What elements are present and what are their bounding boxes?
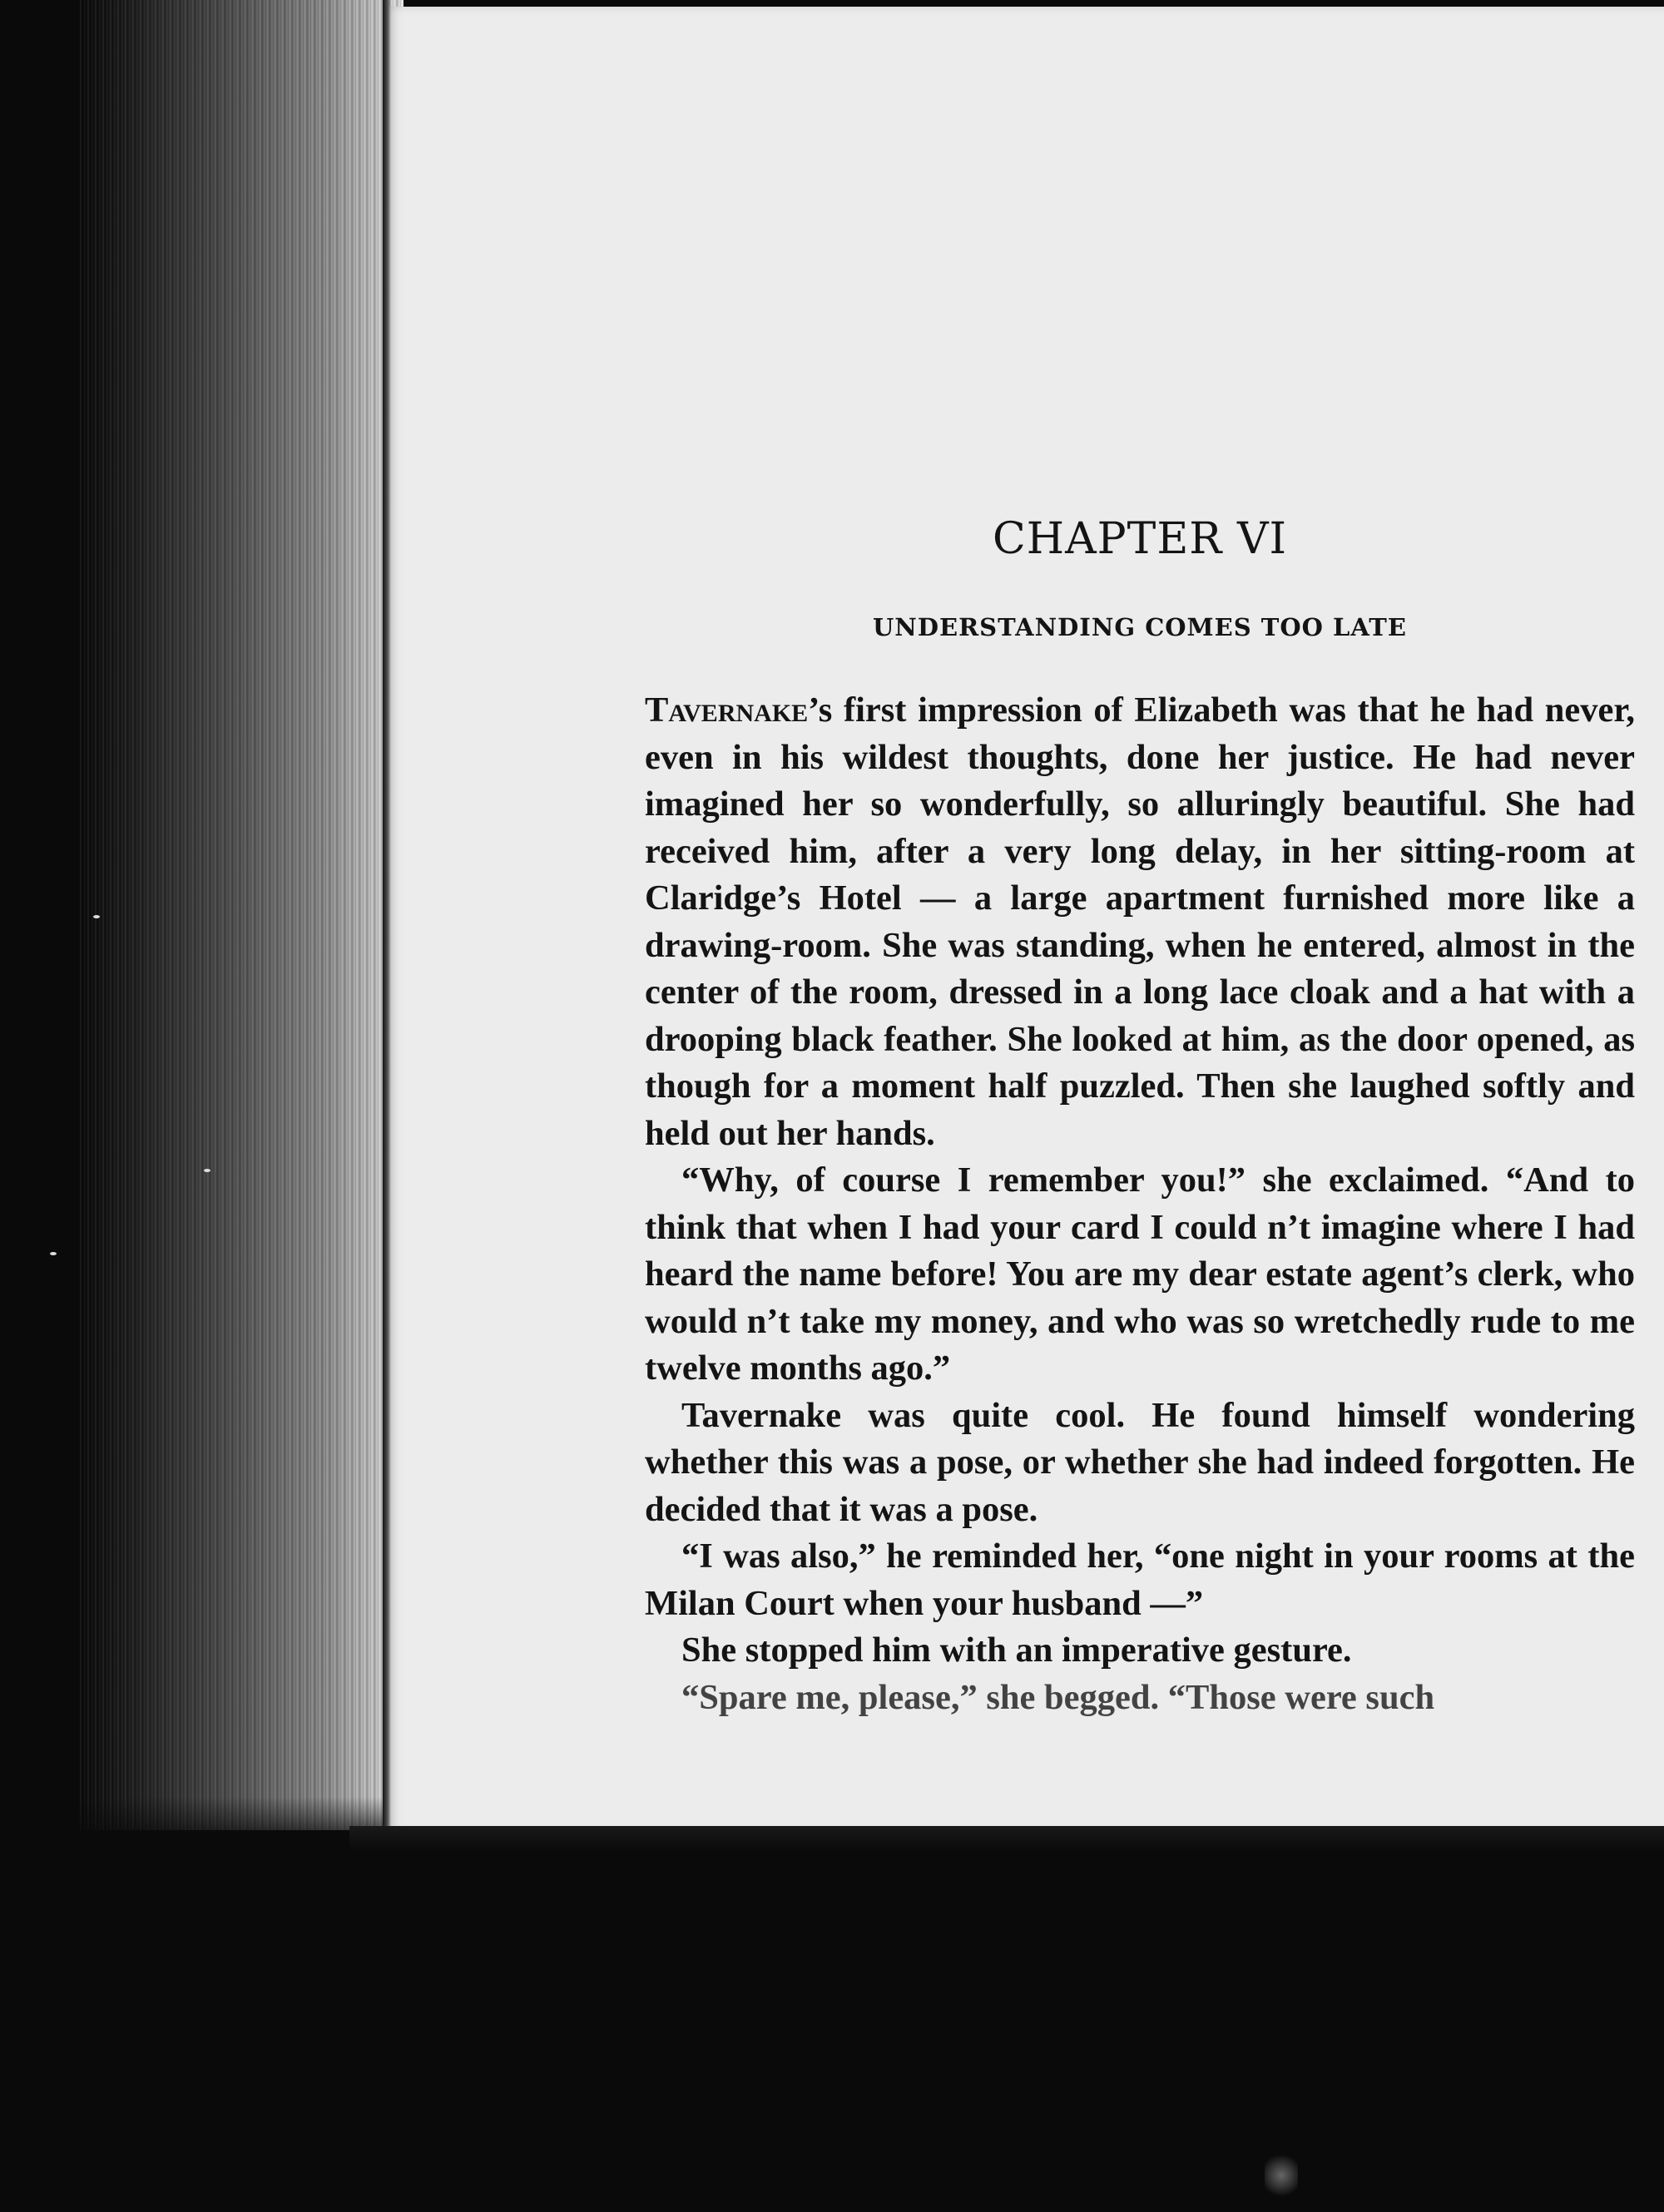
scan-speck bbox=[204, 1169, 210, 1172]
paragraph-text: ’s first impression of Elizabeth was that he had never, even in his wildest thoughts, done her justice. He had never imagined her so wonderfully, so alluringly beautiful. She had received him, after a very long delay, in her sitting-room at Claridge’s Hotel — a large apartment furnished more like a drawing-room. She was standing, when he entered, almost in the center of the room, dressed in a long lace cloak and a hat with a drooping black feather. She looked at him, as the door opened, as though for a moment half puzzled. Then she laughed softly and held out her hands. bbox=[645, 690, 1635, 1153]
page-content bbox=[645, 516, 1635, 1721]
page-gutter bbox=[383, 0, 391, 1838]
paragraph-6: “Spare me, please,” she begged. “Those were such bbox=[681, 1677, 1435, 1717]
page-bottom-shadow bbox=[349, 1826, 1664, 1851]
paragraph-lead-word: Tavernake bbox=[645, 690, 809, 730]
book-page-edges bbox=[79, 0, 404, 1830]
scan-speck bbox=[93, 915, 100, 918]
paragraph-4: “I was also,” he reminded her, “one night in your rooms at the Milan Court when your husband —” bbox=[645, 1537, 1635, 1623]
paragraph-5: She stopped him with an imperative gesture. bbox=[681, 1631, 1352, 1670]
scan-artifact bbox=[1265, 2150, 1298, 2200]
paragraph-2: “Why, of course I remember you!” she exclaimed. “And to think that when I had your card I could n’t imagine where I had heard the name before! You are my dear estate agent’s clerk, who would n’t take my money, and who was so wretchedly rude to me twelve months ago.” bbox=[645, 1160, 1635, 1388]
paragraph-3: Tavernake was quite cool. He found himself wondering whether this was a pose, or whether she had indeed forgotten. He decided that it was a pose. bbox=[645, 1395, 1635, 1529]
scan-speck bbox=[50, 1252, 57, 1255]
chapter-subtitle: UNDERSTANDING COMES TOO LATE bbox=[873, 613, 1407, 642]
paragraph-1 bbox=[645, 687, 1635, 1157]
chapter-title: CHAPTER VI bbox=[992, 514, 1288, 564]
